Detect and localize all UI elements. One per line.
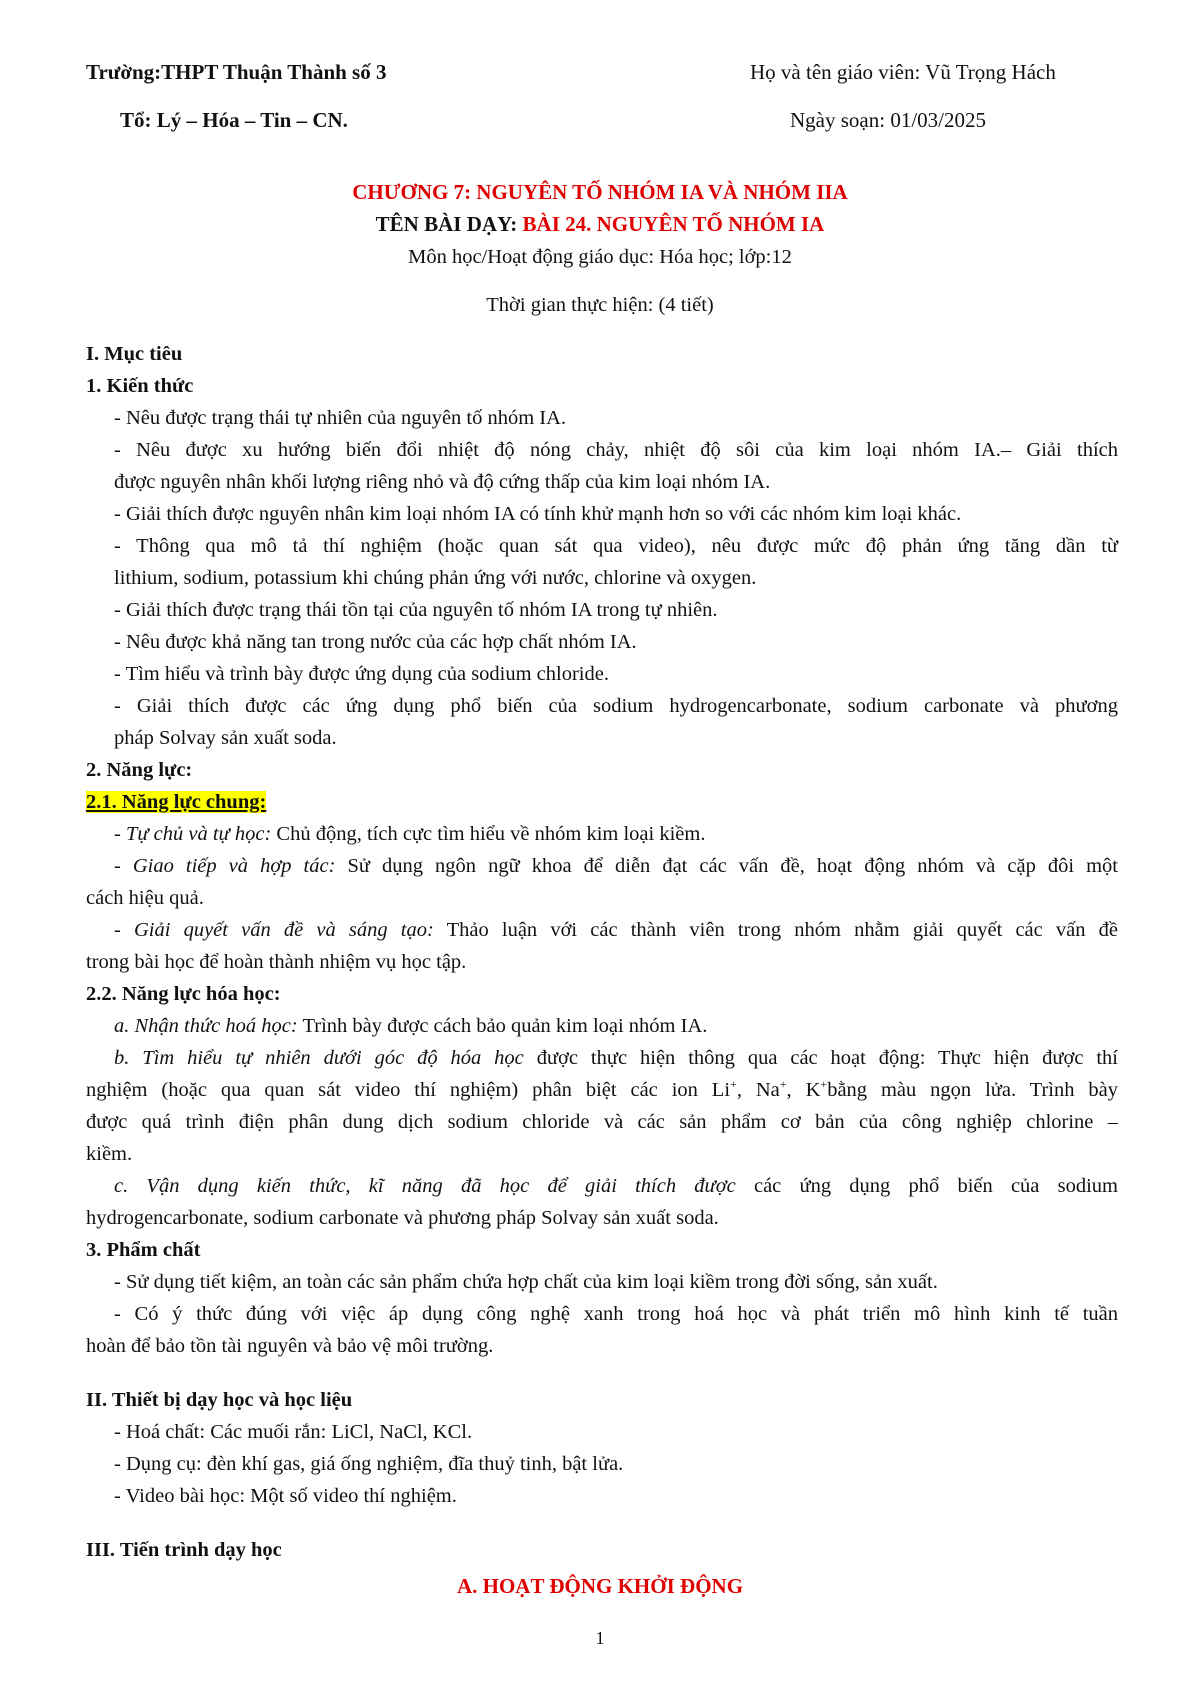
spacer [86,1512,1118,1534]
item-text: Chủ động, tích cực tìm hiểu về nhóm kim loại kiềm. [271,823,706,845]
item-text: được thực hiện thông qua các hoạt động: Thực hiện được thí [523,1047,1118,1069]
list-item: - Thông qua mô tả thí nghiệm (hoặc quan sát qua video), nêu được mức độ phản ứng tăng dần từ [114,535,1118,557]
list-item: - Giải thích được các ứng dụng phổ biến của sodium hydrogencarbonate, sodium carbonate và phương [114,695,1118,717]
section-heading-equipment: II. Thiết bị dạy học và học liệu [86,1389,353,1411]
spacer [86,1362,1118,1384]
superscript: + [730,1077,737,1092]
item-text: các ứng dụng phổ biến của sodium [735,1175,1118,1197]
list-item-continuation: pháp Solvay sản xuất soda. [114,727,337,749]
list-item-continuation: hoàn để bảo tồn tài nguyên và bảo vệ môi trường. [86,1335,494,1357]
item-text: Trình bày được cách bảo quản kim loại nhóm IA. [297,1015,708,1037]
list-item [86,1042,1118,1074]
list-item-continuation: cách hiệu quả. [86,887,204,909]
subheading-knowledge: 1. Kiến thức [86,375,194,397]
lesson-label: TÊN BÀI DẠY: [375,212,523,236]
list-item: - Dụng cụ: đèn khí gas, giá ống nghiệm, đĩa thuỷ tinh, bật lửa. [114,1453,624,1475]
superscript: + [820,1077,828,1092]
list-item [86,914,1118,946]
activity-heading: A. HOẠT ĐỘNG KHỞI ĐỘNG [456,1574,744,1598]
text-segment: , K [786,1079,821,1101]
section-heading-procedure: III. Tiến trình dạy học [86,1539,282,1561]
list-item: - Có ý thức đúng với việc áp dụng công nghệ xanh trong hoá học và phát triển mô hình kinh tế tuần [114,1303,1118,1325]
department-group: Tổ: Lý – Hóa – Tin – CN. [120,108,348,132]
subheading-general-competence [86,786,1118,818]
chapter-title: CHƯƠNG 7: NGUYÊN TỐ NHÓM IA VÀ NHÓM IIA [352,180,848,204]
list-item: - Giải thích được trạng thái tồn tại của nguyên tố nhóm IA trong tự nhiên. [114,599,718,621]
text-segment: bằng màu ngọn lửa. Trình bày [827,1079,1118,1101]
text-segment: nghiệm (hoặc qua quan sát video thí nghiệm) phân biệt các ion Li [86,1079,731,1101]
item-text: Thảo luận với các thành viên trong nhóm nhằm giải quyết các vấn đề [433,919,1118,941]
prep-date: Ngày soạn: 01/03/2025 [790,108,986,132]
superscript: + [779,1077,787,1092]
list-item-continuation: lithium, sodium, potassium khi chúng phản ứng với nước, chlorine và oxygen. [114,567,757,589]
list-item: - Sử dụng tiết kiệm, an toàn các sản phẩm chứa hợp chất của kim loại kiềm trong đời sống, sản xuất. [114,1271,938,1293]
subheading-chemistry-competence: 2.2. Năng lực hóa học: [86,983,281,1005]
list-item: - Tìm hiểu và trình bày được ứng dụng của sodium chloride. [114,663,609,685]
list-item-continuation: trong bài học để hoàn thành nhiệm vụ học tập. [86,951,467,973]
item-label: a. Nhận thức hoá học: [114,1015,298,1037]
list-item-continuation: hydrogencarbonate, sodium carbonate và phương pháp Solvay sản xuất soda. [86,1207,719,1229]
list-item [86,850,1118,882]
item-text: Sử dụng ngôn ngữ khoa để diễn đạt các vấn đề, hoạt động nhóm và cặp đôi một [335,855,1118,877]
list-item: - Nêu được trạng thái tự nhiên của nguyên tố nhóm IA. [114,407,567,429]
subheading-qualities: 3. Phẩm chất [86,1239,201,1261]
item-label: - Giao tiếp và hợp tác: [114,855,336,877]
list-item-continuation: kiềm. [86,1143,133,1165]
list-item: - Video bài học: Một số video thí nghiệm. [114,1485,457,1507]
list-item: - Hoá chất: Các muối rắn: LiCl, NaCl, KCl. [114,1421,473,1443]
highlighted-heading: 2.1. Năng lực chung: [86,791,267,813]
school-name: Trường:THPT Thuận Thành số 3 [86,60,387,84]
item-label: b. Tìm hiểu tự nhiên dưới góc độ hóa học [114,1047,524,1069]
item-label: - Giải quyết vấn đề và sáng tạo: [114,919,434,941]
list-item [86,1170,1118,1202]
item-label: c. Vận dụng kiến thức, kĩ năng đã học để giải thích được [114,1175,736,1197]
teacher-name: Họ và tên giáo viên: Vũ Trọng Hách [750,60,1056,84]
list-item: - Giải thích được nguyên nhân kim loại nhóm IA có tính khử mạnh hơn so với các nhóm kim loại khác. [114,503,962,525]
list-item-continuation: được nguyên nhân khối lượng riêng nhỏ và độ cứng thấp của kim loại nhóm IA. [114,471,771,493]
subject-line: Môn học/Hoạt động giáo dục: Hóa học; lớp:12 [408,246,792,268]
list-item [86,1010,1118,1042]
list-item-continuation: được quá trình điện phân dung dịch sodium chloride và các sản phẩm cơ bản của công nghiệp chlorine – [86,1111,1118,1133]
lesson-title [0,212,1200,237]
text-segment: , Na [736,1079,780,1101]
section-heading-objectives: I. Mục tiêu [86,343,183,365]
list-item: - Nêu được xu hướng biến đổi nhiệt độ nóng chảy, nhiệt độ sôi của kim loại nhóm IA.– Giải thích [114,439,1118,461]
lesson-name: BÀI 24. NGUYÊN TỐ NHÓM IA [522,212,825,236]
list-item-continuation [86,1074,1118,1106]
list-item: - Nêu được khả năng tan trong nước của các hợp chất nhóm IA. [114,631,637,653]
duration-line: Thời gian thực hiện: (4 tiết) [486,294,714,316]
list-item [86,818,1118,850]
item-label: - Tự chủ và tự học: [114,823,272,845]
lesson-body [86,338,1118,1566]
subheading-competence: 2. Năng lực: [86,759,193,781]
page-number: 1 [595,1628,605,1648]
